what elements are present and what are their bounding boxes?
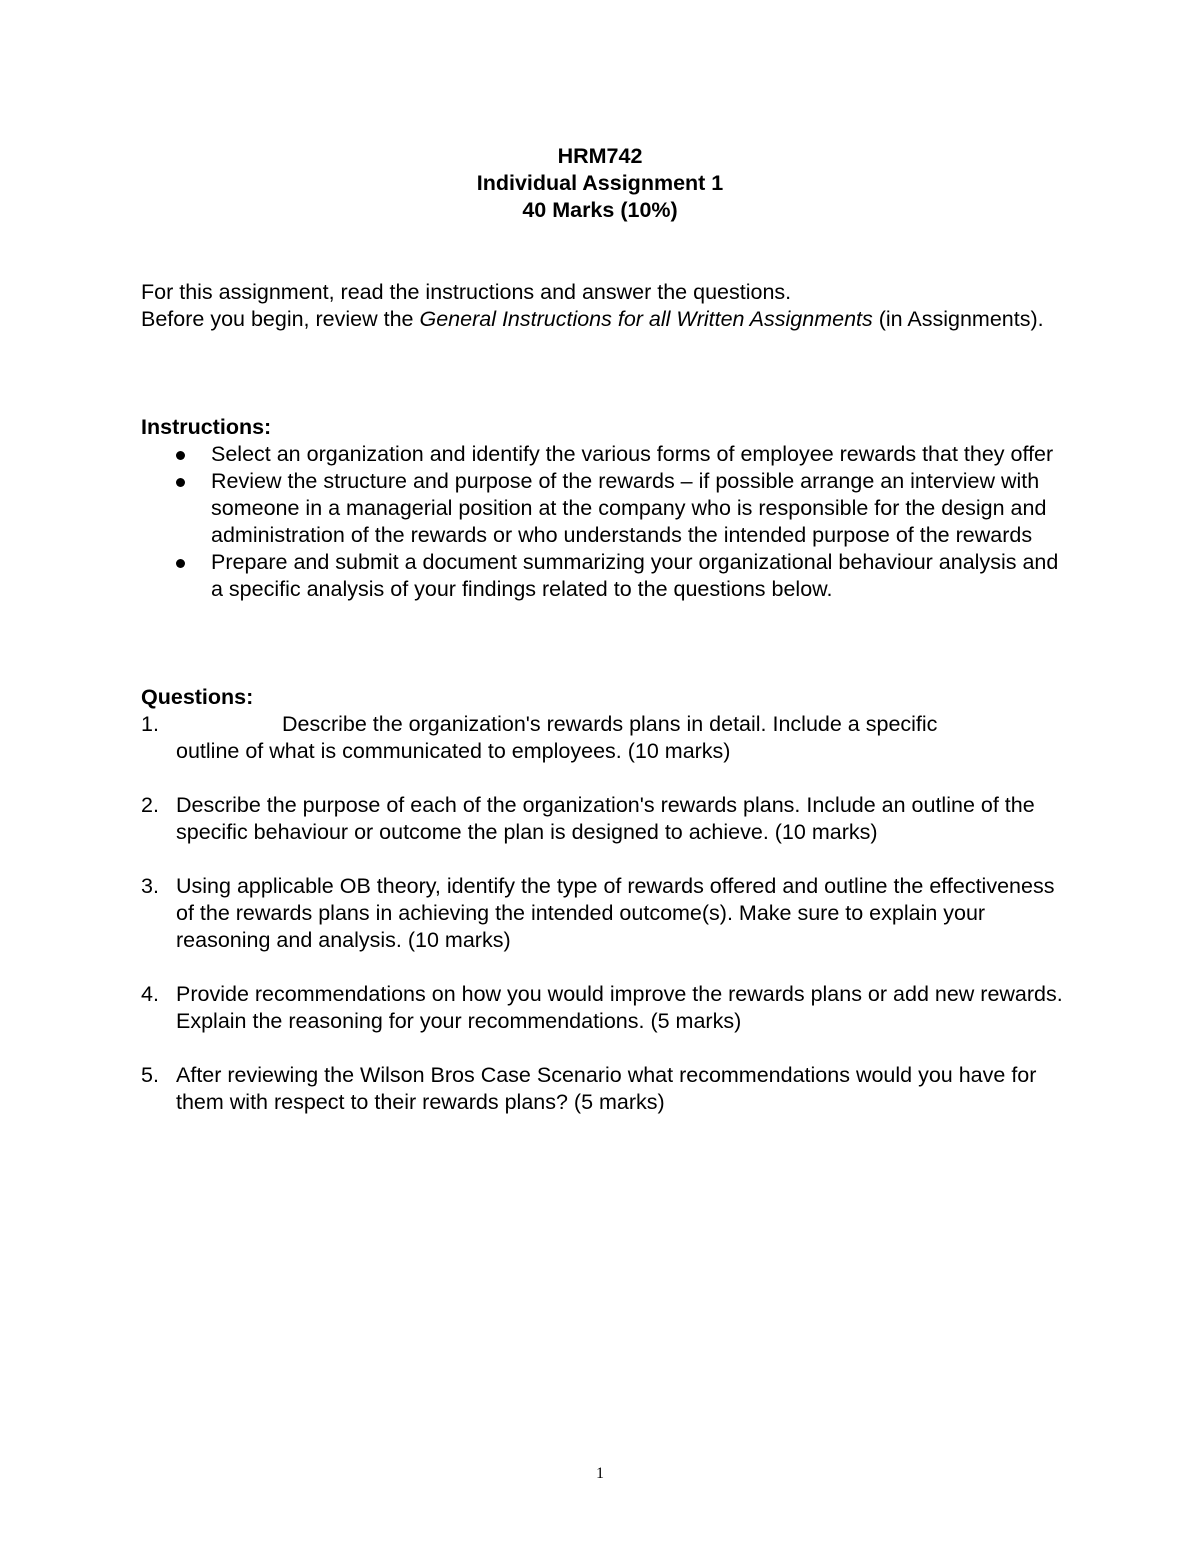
intro-paragraph: [141, 279, 1071, 333]
question-item: [141, 792, 1071, 846]
question-text: Using applicable OB theory, identify the type of rewards offered and outline the effectiveness of the rewards plans in achieving the intended outcome(s). Make sure to explain your reasoning and analysis. (10 marks): [176, 874, 1055, 952]
question-number: 4.: [141, 982, 159, 1006]
question-text-continued: outline of what is communicated to employees. (10 marks): [176, 739, 731, 763]
questions-heading: Questions:: [141, 685, 254, 709]
instructions-list: [141, 441, 1071, 603]
question-number: 3.: [141, 874, 159, 898]
instruction-text: Prepare and submit a document summarizing your organizational behaviour analysis and a specific analysis of your findings related to the questions below.: [211, 550, 1059, 601]
question-text: After reviewing the Wilson Bros Case Scenario what recommendations would you have for them with respect to their rewards plans? (5 marks): [176, 1063, 1037, 1114]
list-item: [141, 468, 1071, 549]
question-item: [141, 1062, 1071, 1116]
course-code: HRM742: [557, 144, 643, 168]
question-number: 5.: [141, 1063, 159, 1087]
question-text: Provide recommendations on how you would improve the rewards plans or add new rewards. Explain the reasoning for your recommendations. (5 marks): [176, 982, 1063, 1033]
questions-list: [141, 711, 1071, 1143]
question-item: [141, 711, 1071, 765]
question-number: 2.: [141, 793, 159, 817]
page-number: 1: [596, 1465, 604, 1482]
general-instructions-reference: General Instructions for all Written Assignments: [419, 307, 873, 331]
intro-line-2-start: Before you begin, review the: [141, 307, 420, 331]
list-item: [141, 549, 1071, 603]
bullet-icon: [176, 559, 185, 568]
intro-line-2: [141, 306, 1071, 333]
list-item: [141, 441, 1071, 468]
document-header: [0, 143, 1200, 224]
intro-line-1: For this assignment, read the instructions and answer the questions.: [141, 280, 792, 304]
question-number: 1.: [141, 712, 159, 736]
assignment-title: Individual Assignment 1: [476, 171, 724, 195]
bullet-icon: [176, 478, 185, 487]
instruction-text: Select an organization and identify the various forms of employee rewards that they offer: [211, 442, 1054, 466]
assignment-marks: 40 Marks (10%): [522, 198, 678, 222]
question-item: [141, 873, 1071, 954]
question-item: [141, 981, 1071, 1035]
instructions-heading: Instructions:: [141, 415, 272, 439]
instruction-text: Review the structure and purpose of the rewards – if possible arrange an interview with someone in a managerial position at the company who is responsible for the design and administration of the rewards or who understands the intended purpose of the rewards: [211, 469, 1047, 547]
question-text: Describe the purpose of each of the organization's rewards plans. Include an outline of the specific behaviour or outcome the plan is designed to achieve. (10 marks): [176, 793, 1035, 844]
question-text-first-line: Describe the organization's rewards plans in detail. Include a specific: [282, 712, 938, 736]
intro-line-2-end: (in Assignments).: [872, 307, 1044, 331]
bullet-icon: [176, 451, 185, 460]
